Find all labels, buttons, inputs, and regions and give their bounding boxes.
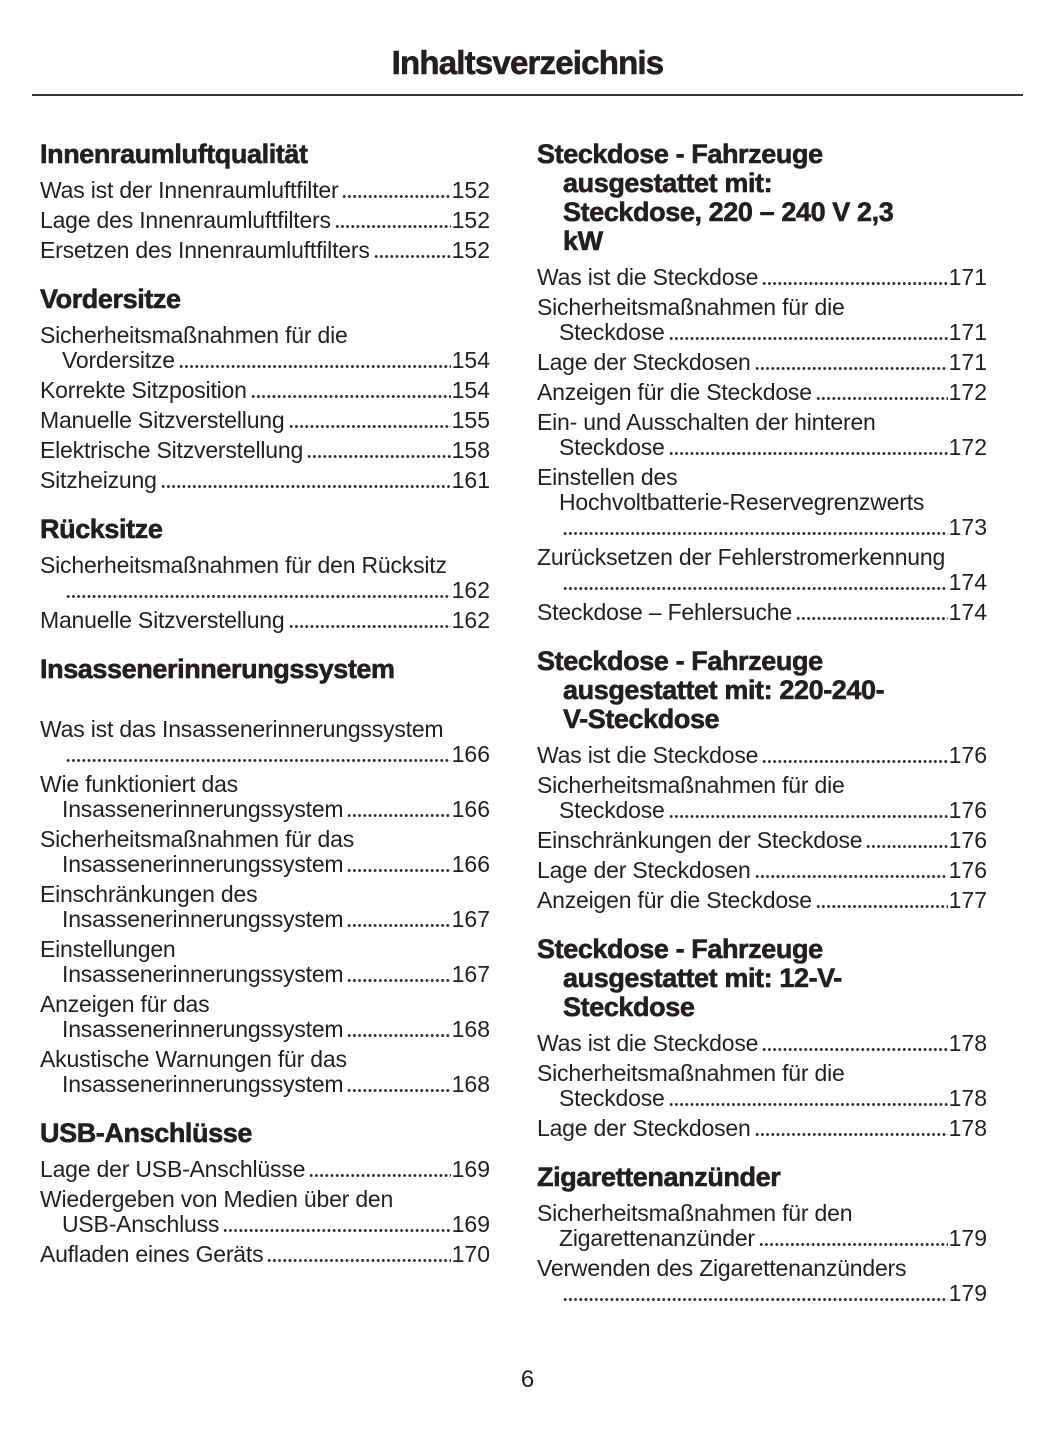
toc-entry xyxy=(537,1256,987,1306)
section-heading-line: USB-Anschlüsse xyxy=(40,1118,252,1148)
toc-entry-text: Steckdose xyxy=(559,319,665,345)
toc-entry-text: Insassenerinnerungssystem xyxy=(62,1016,344,1042)
page-ref: 176 xyxy=(948,797,987,823)
dot-leader xyxy=(347,867,450,874)
page-ref: 167 xyxy=(451,906,490,932)
toc-section xyxy=(537,935,987,1141)
page-ref: 178 xyxy=(948,1030,987,1056)
toc-entry-last-line xyxy=(40,578,490,603)
toc-entry-last-line xyxy=(40,1157,490,1182)
dot-leader xyxy=(289,423,451,430)
toc-entry-text: Lage der Steckdosen xyxy=(537,857,751,883)
page-ref: 168 xyxy=(451,1016,490,1042)
toc-entry-last-line xyxy=(40,1017,490,1042)
page-ref: 154 xyxy=(451,347,490,373)
dot-leader xyxy=(347,1087,450,1094)
dot-leader xyxy=(307,453,451,460)
toc-section xyxy=(537,647,987,913)
toc-entry xyxy=(537,1031,987,1056)
toc-entry-last-line xyxy=(40,907,490,932)
toc-entry-line: Einstellungen xyxy=(40,936,176,962)
toc-entry xyxy=(40,378,490,403)
toc-entry-last-line xyxy=(40,348,490,373)
toc-entry-line: Wie funktioniert das xyxy=(40,771,238,797)
dot-leader xyxy=(669,335,948,342)
page-ref: 166 xyxy=(451,796,490,822)
toc-entry-last-line xyxy=(40,1242,490,1267)
toc-entry xyxy=(537,600,987,625)
page-ref: 166 xyxy=(451,741,490,767)
page-ref: 161 xyxy=(451,467,490,493)
section-heading xyxy=(537,140,987,256)
toc-entry-last-line xyxy=(537,888,987,913)
toc-entry-last-line xyxy=(537,435,987,460)
toc-entry-line: Akustische Warnungen für das xyxy=(40,1046,347,1072)
toc-entry-last-line xyxy=(537,320,987,345)
toc-entry xyxy=(537,545,987,595)
dot-leader xyxy=(563,530,948,537)
page-ref: 171 xyxy=(948,264,987,290)
toc-entry-line: Anzeigen für das xyxy=(40,991,210,1017)
toc-entry xyxy=(537,773,987,823)
dot-leader xyxy=(762,1046,947,1053)
toc-entry-text: Manuelle Sitzverstellung xyxy=(40,407,285,433)
dot-leader xyxy=(563,585,948,592)
section-heading xyxy=(40,140,490,169)
toc-entry-last-line xyxy=(40,1072,490,1097)
section-heading-line: Zigarettenanzünder xyxy=(537,1162,781,1192)
page-ref: 154 xyxy=(451,377,490,403)
section-heading-line: Steckdose, 220 – 240 V 2,3 xyxy=(563,197,894,227)
toc-entry-last-line xyxy=(40,608,490,633)
dot-leader xyxy=(309,1172,450,1179)
toc-entry-last-line xyxy=(537,858,987,883)
toc-entry-text: Sitzheizung xyxy=(40,467,157,493)
toc-entry-line: Verwenden des Zigarettenanzünders xyxy=(537,1255,907,1281)
toc-entry xyxy=(537,828,987,853)
page-ref: 172 xyxy=(948,434,987,460)
toc-entry xyxy=(537,888,987,913)
toc-entry-text: Korrekte Sitzposition xyxy=(40,377,247,403)
page-ref: 168 xyxy=(451,1071,490,1097)
toc-entry-text: Insassenerinnerungssystem xyxy=(62,906,344,932)
page-ref: 174 xyxy=(948,599,987,625)
toc-entry-text: Was ist die Steckdose xyxy=(537,742,759,768)
section-heading-line: Innenraumluftqualität xyxy=(40,139,308,169)
toc-entry xyxy=(40,992,490,1042)
toc-entry-line: Sicherheitsmaßnahmen für die xyxy=(537,772,845,798)
section-heading-line: Steckdose - Fahrzeuge xyxy=(537,646,823,676)
toc-section xyxy=(537,1163,987,1306)
dot-leader xyxy=(335,223,451,230)
toc-entry-text: Insassenerinnerungssystem xyxy=(62,1071,344,1097)
toc-entry-last-line xyxy=(537,515,987,540)
toc-entry-line: Einstellen des xyxy=(537,464,678,490)
toc-entry xyxy=(40,553,490,603)
toc-entry-line: Hochvoltbatterie-Reservegrenzwerts xyxy=(559,489,925,515)
toc-entry-line: Sicherheitsmaßnahmen für das xyxy=(40,826,354,852)
section-heading xyxy=(40,655,490,684)
toc-entry-last-line xyxy=(40,378,490,403)
toc-entry-last-line xyxy=(537,570,987,595)
dot-leader xyxy=(816,395,948,402)
toc-entry-text: Was ist der Innenraumluftfilter xyxy=(40,177,339,203)
toc-entry xyxy=(40,468,490,493)
toc-entry-last-line xyxy=(537,380,987,405)
toc-entry-last-line xyxy=(40,962,490,987)
toc-entry xyxy=(537,1201,987,1251)
toc-entry-line: Sicherheitsmaßnahmen für den xyxy=(537,1200,853,1226)
toc-entry xyxy=(537,1061,987,1111)
toc-entry-last-line xyxy=(40,178,490,203)
dot-leader xyxy=(66,757,451,764)
toc-section xyxy=(40,655,490,1097)
toc-column-right xyxy=(537,140,987,1311)
toc-entry-last-line xyxy=(40,438,490,463)
toc-section xyxy=(537,140,987,625)
toc-entry-last-line xyxy=(537,1031,987,1056)
section-heading xyxy=(40,1119,490,1148)
toc-entry-text: Lage der Steckdosen xyxy=(537,349,751,375)
toc-entry-line: Sicherheitsmaßnahmen für die xyxy=(537,294,845,320)
toc-entry-last-line xyxy=(537,743,987,768)
page-ref: 178 xyxy=(948,1115,987,1141)
page-ref: 176 xyxy=(948,827,987,853)
toc-entry-line: Sicherheitsmaßnahmen für die xyxy=(537,1060,845,1086)
dot-leader xyxy=(563,1296,948,1303)
toc-entry xyxy=(40,608,490,633)
toc-entry-last-line xyxy=(40,852,490,877)
toc-entry xyxy=(537,350,987,375)
page-ref: 173 xyxy=(948,514,987,540)
dot-leader xyxy=(669,813,948,820)
toc-entry-text: Manuelle Sitzverstellung xyxy=(40,607,285,633)
page-ref: 179 xyxy=(948,1225,987,1251)
toc-entry xyxy=(537,295,987,345)
toc-section xyxy=(40,140,490,263)
page-title: Inhaltsverzeichnis xyxy=(391,44,664,81)
toc-entry xyxy=(537,465,987,540)
dot-leader xyxy=(342,193,450,200)
toc-entry-text: Einschränkungen der Steckdose xyxy=(537,827,863,853)
toc-entry-last-line xyxy=(537,798,987,823)
dot-leader xyxy=(755,365,948,372)
page-ref: 169 xyxy=(451,1211,490,1237)
toc-entry-text: Anzeigen für die Steckdose xyxy=(537,887,812,913)
toc-entry xyxy=(40,178,490,203)
toc-entry-line: Einschränkungen des xyxy=(40,881,258,907)
toc-entry xyxy=(537,743,987,768)
dot-leader xyxy=(289,623,451,630)
dot-leader xyxy=(816,903,948,910)
toc-entry-text: Insassenerinnerungssystem xyxy=(62,851,344,877)
page-ref: 152 xyxy=(451,237,490,263)
toc-entry-last-line xyxy=(537,828,987,853)
page-ref: 176 xyxy=(948,742,987,768)
toc-entry-line: Sicherheitsmaßnahmen für die xyxy=(40,322,348,348)
toc-entry xyxy=(40,717,490,767)
toc-entry xyxy=(40,1047,490,1097)
page-ref: 171 xyxy=(948,319,987,345)
toc-entry-text: Lage der USB-Anschlüsse xyxy=(40,1156,306,1182)
dot-leader xyxy=(347,812,450,819)
toc-entry-text: Steckdose – Fehlersuche xyxy=(537,599,792,625)
section-heading xyxy=(537,935,987,1022)
page-number: 6 xyxy=(520,1366,535,1393)
toc-entry xyxy=(40,772,490,822)
dot-leader xyxy=(762,280,947,287)
toc-entry-line: Wiedergeben von Medien über den xyxy=(40,1186,394,1212)
toc-entry-last-line xyxy=(40,208,490,233)
dot-leader xyxy=(251,393,451,400)
toc-entry-text: Insassenerinnerungssystem xyxy=(62,961,344,987)
toc-entry-last-line xyxy=(537,1226,987,1251)
toc-entry-text: Ersetzen des Innenraumluftfilters xyxy=(40,237,370,263)
toc-entry xyxy=(40,1187,490,1237)
page-ref: 176 xyxy=(948,857,987,883)
section-heading xyxy=(537,1163,987,1192)
toc-entry xyxy=(40,323,490,373)
section-heading-line: ausgestattet mit: xyxy=(563,168,773,198)
section-heading-line: Rücksitze xyxy=(40,514,163,544)
toc-entry-text: Lage der Steckdosen xyxy=(537,1115,751,1141)
toc-entry-text: Was ist die Steckdose xyxy=(537,1030,759,1056)
toc-entry-text: Lage des Innenraumluftfilters xyxy=(40,207,331,233)
toc-entry-text: USB-Anschluss xyxy=(62,1211,220,1237)
page-ref: 172 xyxy=(948,379,987,405)
toc-entry-last-line xyxy=(537,265,987,290)
dot-leader xyxy=(161,483,451,490)
toc-entry-last-line xyxy=(537,1281,987,1306)
section-heading-line: Steckdose - Fahrzeuge xyxy=(537,934,823,964)
page-ref: 169 xyxy=(451,1156,490,1182)
dot-leader xyxy=(669,1101,948,1108)
toc-entry-text: Steckdose xyxy=(559,1085,665,1111)
toc-entry-text: Insassenerinnerungssystem xyxy=(62,796,344,822)
toc-entry xyxy=(40,827,490,877)
dot-leader xyxy=(347,1032,450,1039)
toc-entry xyxy=(40,208,490,233)
dot-leader xyxy=(866,843,947,850)
toc-entry-line: Ein- und Ausschalten der hinteren xyxy=(537,409,876,435)
toc-entry xyxy=(40,408,490,433)
section-heading-line: ausgestattet mit: 220-240- xyxy=(563,675,885,705)
dot-leader xyxy=(759,1241,948,1248)
toc-entry-last-line xyxy=(40,468,490,493)
page-ref: 152 xyxy=(451,177,490,203)
page-ref: 174 xyxy=(948,569,987,595)
toc-entry-last-line xyxy=(537,600,987,625)
section-heading-line: Vordersitze xyxy=(40,284,181,314)
toc-entry-text: Steckdose xyxy=(559,797,665,823)
toc-entry-line: Zurücksetzen der Fehlerstromerkennung xyxy=(537,544,946,570)
section-heading xyxy=(40,515,490,544)
toc-entry-last-line xyxy=(537,350,987,375)
toc-columns xyxy=(40,140,987,1311)
dot-leader xyxy=(762,758,947,765)
page-ref: 177 xyxy=(948,887,987,913)
toc-section xyxy=(40,1119,490,1267)
dot-leader xyxy=(179,363,451,370)
page-ref: 166 xyxy=(451,851,490,877)
page-ref: 171 xyxy=(948,349,987,375)
toc-entry xyxy=(40,438,490,463)
toc-entry xyxy=(537,858,987,883)
toc-section xyxy=(40,515,490,633)
dot-leader xyxy=(347,922,450,929)
section-heading-line: kW xyxy=(563,226,603,256)
toc-column-left xyxy=(40,140,490,1311)
dot-leader xyxy=(755,873,948,880)
toc-entry xyxy=(40,238,490,263)
toc-entry xyxy=(40,882,490,932)
toc-entry-last-line xyxy=(40,238,490,263)
page-ref: 158 xyxy=(451,437,490,463)
section-heading-line: V-Steckdose xyxy=(563,704,720,734)
dot-leader xyxy=(796,615,948,622)
toc-entry xyxy=(537,1116,987,1141)
toc-entry-last-line xyxy=(537,1116,987,1141)
toc-entry xyxy=(537,265,987,290)
page-ref: 162 xyxy=(451,577,490,603)
page-ref: 152 xyxy=(451,207,490,233)
toc-entry-line: Was ist das Insassenerinnerungssystem xyxy=(40,716,444,742)
page-ref: 178 xyxy=(948,1085,987,1111)
page-ref: 155 xyxy=(451,407,490,433)
dot-leader xyxy=(66,593,451,600)
section-heading-line: Steckdose - Fahrzeuge xyxy=(537,139,823,169)
toc-entry xyxy=(40,1242,490,1267)
toc-entry-text: Anzeigen für die Steckdose xyxy=(537,379,812,405)
dot-leader xyxy=(347,977,450,984)
toc-entry xyxy=(40,1157,490,1182)
toc-entry-text: Aufladen eines Geräts xyxy=(40,1241,264,1267)
dot-leader xyxy=(374,253,451,260)
toc-entry-last-line xyxy=(40,408,490,433)
toc-entry xyxy=(537,380,987,405)
page-ref: 179 xyxy=(948,1280,987,1306)
page-ref: 167 xyxy=(451,961,490,987)
toc-entry xyxy=(537,410,987,460)
section-heading-line: Insassenerinnerungssystem xyxy=(40,654,395,684)
toc-entry xyxy=(40,937,490,987)
toc-entry-text: Elektrische Sitzverstellung xyxy=(40,437,304,463)
toc-entry-text: Steckdose xyxy=(559,434,665,460)
section-heading xyxy=(40,285,490,314)
section-heading-line: Steckdose xyxy=(563,992,695,1022)
page-ref: 162 xyxy=(451,607,490,633)
toc-section xyxy=(40,285,490,493)
dot-leader xyxy=(755,1131,948,1138)
dot-leader xyxy=(669,450,948,457)
dot-leader xyxy=(223,1227,450,1234)
toc-entry-last-line xyxy=(40,742,490,767)
toc-entry-text: Zigarettenanzünder xyxy=(559,1225,755,1251)
title-divider xyxy=(32,94,1023,96)
toc-entry-last-line xyxy=(40,1212,490,1237)
toc-entry-text: Vordersitze xyxy=(62,347,175,373)
page-ref: 170 xyxy=(451,1241,490,1267)
section-heading-line: ausgestattet mit: 12-V- xyxy=(563,963,842,993)
dot-leader xyxy=(267,1257,450,1264)
toc-entry-last-line xyxy=(40,797,490,822)
toc-entry-last-line xyxy=(537,1086,987,1111)
toc-entry-text: Was ist die Steckdose xyxy=(537,264,759,290)
section-heading xyxy=(537,647,987,734)
toc-entry-line: Sicherheitsmaßnahmen für den Rücksitz xyxy=(40,552,447,578)
